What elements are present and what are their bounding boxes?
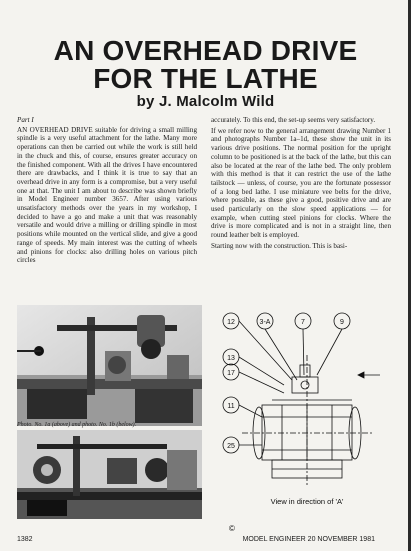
callout-9: 9 xyxy=(340,319,344,326)
right-column xyxy=(211,116,391,253)
part-label: Part I xyxy=(17,116,34,124)
callout-25: 25 xyxy=(227,443,235,450)
general-arrangement-drawing xyxy=(212,305,400,537)
page-number: 1382 xyxy=(17,536,33,543)
right-paragraph-1: accurately. To this end, the set-up seems very satisfactory. xyxy=(211,116,376,124)
article-title-line-1: AN OVERHEAD DRIVE xyxy=(53,35,358,66)
article-byline: by J. Malcolm Wild xyxy=(136,93,275,110)
photo-1b-image xyxy=(17,430,202,519)
right-paragraph-3: Starting now with the construction. This is basi- xyxy=(211,241,348,250)
left-column xyxy=(17,116,197,267)
callout-17: 17 xyxy=(227,370,235,377)
copyright-mark: © xyxy=(229,524,235,533)
photo-caption: Photo. No. 1a (above) and photo. No. 1b (below). xyxy=(17,422,137,428)
callout-11: 11 xyxy=(227,403,235,410)
callout-7: 7 xyxy=(301,319,305,326)
view-direction-label: View in direction of 'A' xyxy=(270,497,344,506)
photo-1b xyxy=(17,430,202,519)
right-paragraph-2: If we refer now to the general arrangement drawing Number 1 and photographs Number 1a–1d, these show the unit in its various drive positions. The normal position for the upright column to be positioned is at the back of the lathe, but this can also be located at the rear of the lathe bed. The only problem with this method is that it can restrict the use of the lathe tailstock — unless, of course, you are the fortunate possessor of a long bed lathe. I use miniature vee belts for the drive, where possible, as these give a good, positive drive and are used particularly on the slow speed applications — for example, when cutting steel pinions for clocks. Where the drive is more complicated and is not in a straight line, then round leather belt is employed. xyxy=(211,126,391,240)
photo-1a xyxy=(17,305,202,426)
callout-3a: 3-A xyxy=(259,319,271,326)
photo-1a-image xyxy=(17,305,202,426)
left-paragraph-1: AN OVERHEAD DRIVE suitable for driving a small milling spindle is a very useful attachment for the lathe. Many more operations can then be carried out while the work is still held in the chuck and this, of course, ensures greater accuracy on the finished component. With all the drives I have encountered there are drawbacks, and I think it is true to say that an overhead drive in any form is a compromise, but a very useful one at that. The unit I am about to describe was shown briefly in Model Engineer number 3657. After using various unsatisfactory methods over the years in my workshop, I decided to have a go and make a unit that was reasonably versatile and would drive a milling or drilling spindle in most positions while mounted on the vertical slide, and give a good range of speeds. My main interest was the cutting of wheels and pinions for clocks: also drilling holes on various pitch circles xyxy=(17,125,197,265)
drawing-svg xyxy=(212,305,400,537)
callout-12: 12 xyxy=(227,319,235,326)
running-footer: MODEL ENGINEER 20 NOVEMBER 1981 xyxy=(242,536,375,543)
article-title-line-2: FOR THE LATHE xyxy=(93,63,318,94)
callout-13: 13 xyxy=(227,355,235,362)
